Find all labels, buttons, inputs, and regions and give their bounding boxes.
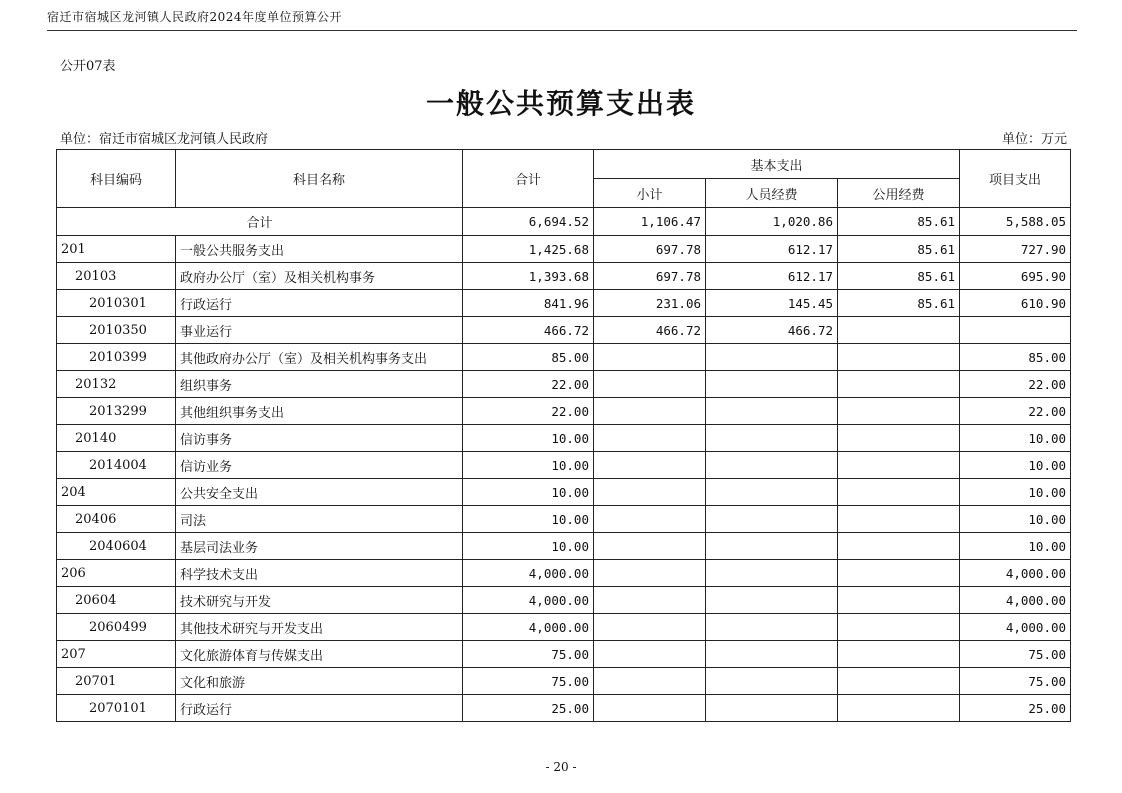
cell-project: 4,000.00: [960, 614, 1071, 641]
cell-total: 4,000.00: [463, 560, 594, 587]
cell-subtotal: [594, 506, 706, 533]
cell-name: 文化和旅游: [176, 668, 463, 695]
page-number: - 20 -: [545, 760, 577, 774]
cell-personnel: [706, 344, 838, 371]
unit-label: 单位：宿迁市宿城区龙河镇人民政府: [60, 132, 269, 147]
cell-public: 85.61: [838, 290, 960, 317]
table-row: [57, 371, 1071, 398]
cell-public: 85.61: [838, 263, 960, 290]
cell-code: 204: [57, 479, 176, 506]
cell-personnel: 612.17: [706, 236, 838, 263]
total-personnel: 1,020.86: [706, 208, 838, 236]
cell-code: 2070101: [57, 695, 176, 722]
col-header-public: 公用经费: [838, 179, 960, 208]
total-project: 5,588.05: [960, 208, 1071, 236]
cell-name: 其他组织事务支出: [176, 398, 463, 425]
table-row: [57, 695, 1071, 722]
table-row: [57, 641, 1071, 668]
cell-personnel: [706, 533, 838, 560]
cell-total: 10.00: [463, 425, 594, 452]
table-row: [57, 317, 1071, 344]
cell-subtotal: 466.72: [594, 317, 706, 344]
cell-project: 695.90: [960, 263, 1071, 290]
total-total: 6,694.52: [463, 208, 594, 236]
col-header-basic: 基本支出: [594, 150, 960, 179]
cell-subtotal: [594, 695, 706, 722]
cell-subtotal: [594, 668, 706, 695]
cell-code: 20132: [57, 371, 176, 398]
cell-code: 2010301: [57, 290, 176, 317]
total-public: 85.61: [838, 208, 960, 236]
cell-name: 公共安全支出: [176, 479, 463, 506]
cell-public: [838, 479, 960, 506]
cell-personnel: [706, 425, 838, 452]
cell-name: 技术研究与开发: [176, 587, 463, 614]
cell-total: 1,393.68: [463, 263, 594, 290]
cell-total: 4,000.00: [463, 587, 594, 614]
cell-personnel: [706, 641, 838, 668]
table-row: [57, 344, 1071, 371]
cell-total: 85.00: [463, 344, 594, 371]
form-number: 公开07表: [60, 59, 116, 74]
cell-public: 85.61: [838, 236, 960, 263]
table-row: [57, 479, 1071, 506]
cell-code: 20103: [57, 263, 176, 290]
cell-code: 2013299: [57, 398, 176, 425]
col-header-code: 科目编码: [57, 150, 176, 208]
cell-code: 2010350: [57, 317, 176, 344]
cell-name: 政府办公厅（室）及相关机构事务: [176, 263, 463, 290]
total-label: 合计: [57, 208, 463, 236]
cell-name: 文化旅游体育与传媒支出: [176, 641, 463, 668]
cell-code: 20406: [57, 506, 176, 533]
table-row: [57, 452, 1071, 479]
cell-subtotal: [594, 344, 706, 371]
cell-project: 610.90: [960, 290, 1071, 317]
budget-table: [56, 149, 1071, 722]
cell-public: [838, 695, 960, 722]
cell-code: 20701: [57, 668, 176, 695]
cell-code: 2060499: [57, 614, 176, 641]
cell-total: 22.00: [463, 371, 594, 398]
cell-personnel: [706, 614, 838, 641]
cell-subtotal: [594, 587, 706, 614]
col-header-project: 项目支出: [960, 150, 1071, 208]
cell-project: 10.00: [960, 533, 1071, 560]
table-row: [57, 560, 1071, 587]
table-body: [57, 208, 1071, 722]
cell-public: [838, 533, 960, 560]
cell-public: [838, 398, 960, 425]
table-row: [57, 290, 1071, 317]
cell-project: 4,000.00: [960, 560, 1071, 587]
cell-code: 207: [57, 641, 176, 668]
table-row: [57, 398, 1071, 425]
cell-personnel: [706, 506, 838, 533]
cell-project: 10.00: [960, 452, 1071, 479]
table-row: [57, 506, 1071, 533]
cell-code: 2014004: [57, 452, 176, 479]
cell-project: 22.00: [960, 398, 1071, 425]
cell-public: [838, 668, 960, 695]
cell-project: [960, 317, 1071, 344]
cell-subtotal: [594, 479, 706, 506]
cell-project: 4,000.00: [960, 587, 1071, 614]
document-header: 宿迁市宿城区龙河镇人民政府2024年度单位预算公开: [47, 8, 1077, 31]
currency-label: 单位：万元: [1001, 132, 1067, 147]
cell-total: 75.00: [463, 641, 594, 668]
cell-code: 2010399: [57, 344, 176, 371]
cell-total: 1,425.68: [463, 236, 594, 263]
cell-subtotal: [594, 425, 706, 452]
cell-name: 信访业务: [176, 452, 463, 479]
total-subtotal: 1,106.47: [594, 208, 706, 236]
cell-personnel: [706, 371, 838, 398]
cell-personnel: [706, 587, 838, 614]
cell-personnel: [706, 560, 838, 587]
cell-subtotal: [594, 614, 706, 641]
cell-name: 司法: [176, 506, 463, 533]
cell-project: 727.90: [960, 236, 1071, 263]
cell-code: 2040604: [57, 533, 176, 560]
cell-personnel: 466.72: [706, 317, 838, 344]
cell-total: 10.00: [463, 533, 594, 560]
cell-total: 75.00: [463, 668, 594, 695]
cell-public: [838, 371, 960, 398]
table-row: [57, 587, 1071, 614]
cell-code: 201: [57, 236, 176, 263]
cell-name: 行政运行: [176, 290, 463, 317]
table-row: [57, 236, 1071, 263]
cell-code: 206: [57, 560, 176, 587]
cell-personnel: [706, 695, 838, 722]
cell-name: 一般公共服务支出: [176, 236, 463, 263]
col-header-personnel: 人员经费: [706, 179, 838, 208]
cell-public: [838, 560, 960, 587]
cell-name: 行政运行: [176, 695, 463, 722]
cell-name: 事业运行: [176, 317, 463, 344]
cell-project: 22.00: [960, 371, 1071, 398]
cell-project: 10.00: [960, 479, 1071, 506]
cell-total: 10.00: [463, 452, 594, 479]
cell-project: 10.00: [960, 506, 1071, 533]
cell-personnel: 145.45: [706, 290, 838, 317]
cell-public: [838, 344, 960, 371]
cell-personnel: [706, 668, 838, 695]
cell-public: [838, 452, 960, 479]
cell-total: 4,000.00: [463, 614, 594, 641]
cell-total: 22.00: [463, 398, 594, 425]
col-header-name: 科目名称: [176, 150, 463, 208]
cell-name: 科学技术支出: [176, 560, 463, 587]
cell-project: 85.00: [960, 344, 1071, 371]
cell-personnel: [706, 452, 838, 479]
cell-subtotal: 697.78: [594, 236, 706, 263]
table-row: [57, 668, 1071, 695]
cell-project: 10.00: [960, 425, 1071, 452]
cell-subtotal: [594, 533, 706, 560]
cell-subtotal: 231.06: [594, 290, 706, 317]
table-row: [57, 533, 1071, 560]
cell-name: 组织事务: [176, 371, 463, 398]
cell-total: 25.00: [463, 695, 594, 722]
cell-name: 其他技术研究与开发支出: [176, 614, 463, 641]
cell-subtotal: [594, 641, 706, 668]
cell-total: 10.00: [463, 479, 594, 506]
cell-name: 基层司法业务: [176, 533, 463, 560]
page-title: 一般公共预算支出表: [425, 87, 696, 120]
table-row: [57, 614, 1071, 641]
col-header-total: 合计: [463, 150, 594, 208]
cell-subtotal: [594, 371, 706, 398]
cell-project: 75.00: [960, 668, 1071, 695]
cell-personnel: [706, 479, 838, 506]
table-row: [57, 263, 1071, 290]
cell-public: [838, 317, 960, 344]
cell-public: [838, 425, 960, 452]
cell-public: [838, 506, 960, 533]
cell-project: 75.00: [960, 641, 1071, 668]
table-row: [57, 425, 1071, 452]
cell-public: [838, 614, 960, 641]
cell-project: 25.00: [960, 695, 1071, 722]
cell-total: 10.00: [463, 506, 594, 533]
cell-code: 20140: [57, 425, 176, 452]
cell-name: 信访事务: [176, 425, 463, 452]
cell-personnel: [706, 398, 838, 425]
cell-name: 其他政府办公厅（室）及相关机构事务支出: [176, 344, 463, 371]
col-header-subtotal: 小计: [594, 179, 706, 208]
cell-public: [838, 587, 960, 614]
cell-code: 20604: [57, 587, 176, 614]
total-row: [57, 208, 1071, 236]
cell-total: 841.96: [463, 290, 594, 317]
cell-subtotal: [594, 398, 706, 425]
cell-subtotal: 697.78: [594, 263, 706, 290]
cell-public: [838, 641, 960, 668]
cell-personnel: 612.17: [706, 263, 838, 290]
cell-subtotal: [594, 452, 706, 479]
cell-total: 466.72: [463, 317, 594, 344]
cell-subtotal: [594, 560, 706, 587]
